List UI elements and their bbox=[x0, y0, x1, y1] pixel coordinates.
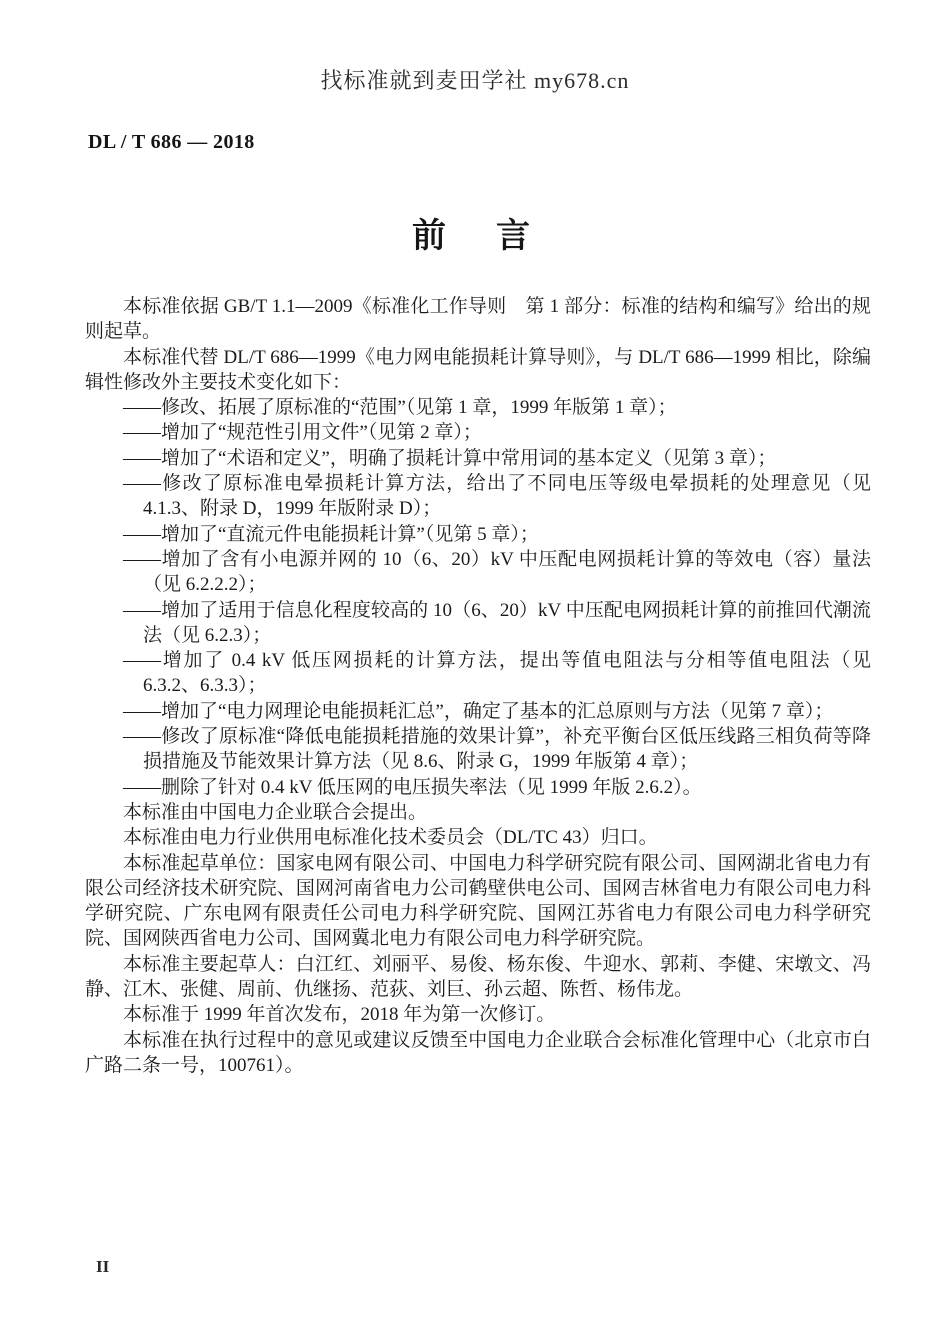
paragraph: 本标准于 1999 年首次发布，2018 年为第一次修订。 bbox=[123, 1004, 556, 1026]
change-list-item: ——增加了“术语和定义”，明确了损耗计算中常用词的基本定义（见第 3 章）； bbox=[123, 447, 777, 469]
paragraph: 本标准主要起草人：白江红、刘丽平、易俊、杨东俊、牛迎水、郭莉、李健、宋墩文、冯静、江木、张健、周前、仇继扬、范荻、刘巨、孙云超、陈哲、杨伟龙。 bbox=[85, 953, 871, 1001]
change-list-item: ——增加了“电力网理论电能损耗汇总”，确定了基本的汇总原则与方法（见第 7 章）； bbox=[123, 700, 834, 722]
change-list-item: ——修改了原标准“降低电能损耗措施的效果计算”，补充平衡台区低压线路三相负荷等降损措施及节能效果计算方法（见 8.6、附录 G，1999 年版第 4 章）； bbox=[123, 726, 871, 773]
change-list-item: ——修改了原标准电晕损耗计算方法，给出了不同电压等级电晕损耗的处理意见（见 4.1.3、附录 D，1999 年版附录 D）； bbox=[123, 473, 871, 520]
page-number: II bbox=[96, 1257, 110, 1276]
change-list-item: ——增加了含有小电源并网的 10（6、20）kV 中压配电网损耗计算的等效电（容）量法（见 6.2.2.2）； bbox=[123, 548, 871, 596]
paragraph: 本标准代替 DL/T 686—1999《电力网电能损耗计算导则》，与 DL/T 686—1999 相比，除编辑性修改外主要技术变化如下： bbox=[85, 346, 871, 393]
watermark-text: 找标准就到麦田学社 my678.cn bbox=[320, 68, 630, 93]
paragraph: 本标准在执行过程中的意见或建议反馈至中国电力企业联合会标准化管理中心（北京市白广路二条一号，100761）。 bbox=[85, 1029, 871, 1076]
page-title: 前 言 bbox=[412, 218, 538, 255]
paragraph: 本标准起草单位：国家电网有限公司、中国电力科学研究院有限公司、国网湖北省电力有限公司经济技术研究院、国网河南省电力公司鹤壁供电公司、国网吉林省电力有限公司电力科学研究院、广东电网有限责任公司电力科学研究院、国网江苏省电力有限公司电力科学研究院、国网陕西省电力公司、国网冀北电力有限公司电力科学研究院。 bbox=[85, 852, 871, 950]
change-list-item: ——增加了“直流元件电能损耗计算”（见第 5 章）； bbox=[123, 523, 539, 545]
change-list-item: ——删除了针对 0.4 kV 低压网的电压损失率法（见 1999 年版 2.6.2）。 bbox=[123, 776, 702, 798]
paragraph: 本标准由中国电力企业联合会提出。 bbox=[123, 801, 428, 823]
change-list-item: ——增加了“规范性引用文件”（见第 2 章）； bbox=[123, 422, 482, 444]
foreword-body bbox=[85, 294, 871, 1078]
change-list-item: ——增加了适用于信息化程度较高的 10（6、20）kV 中压配电网损耗计算的前推回代潮流法（见 6.2.3）； bbox=[123, 599, 871, 646]
standard-number: DL / T 686 — 2018 bbox=[88, 131, 255, 153]
change-list-item: ——增加了 0.4 kV 低压网损耗的计算方法，提出等值电阻法与分相等值电阻法（见 6.3.2、6.3.3）； bbox=[123, 650, 871, 697]
paragraph: 本标准依据 GB/T 1.1—2009《标准化工作导则 第 1 部分：标准的结构和编写》给出的规则起草。 bbox=[85, 296, 871, 343]
paragraph: 本标准由电力行业供用电标准化技术委员会（DL/TC 43）归口。 bbox=[123, 827, 658, 849]
change-list-item: ——修改、拓展了原标准的“范围”（见第 1 章，1999 年版第 1 章）； bbox=[123, 397, 677, 419]
